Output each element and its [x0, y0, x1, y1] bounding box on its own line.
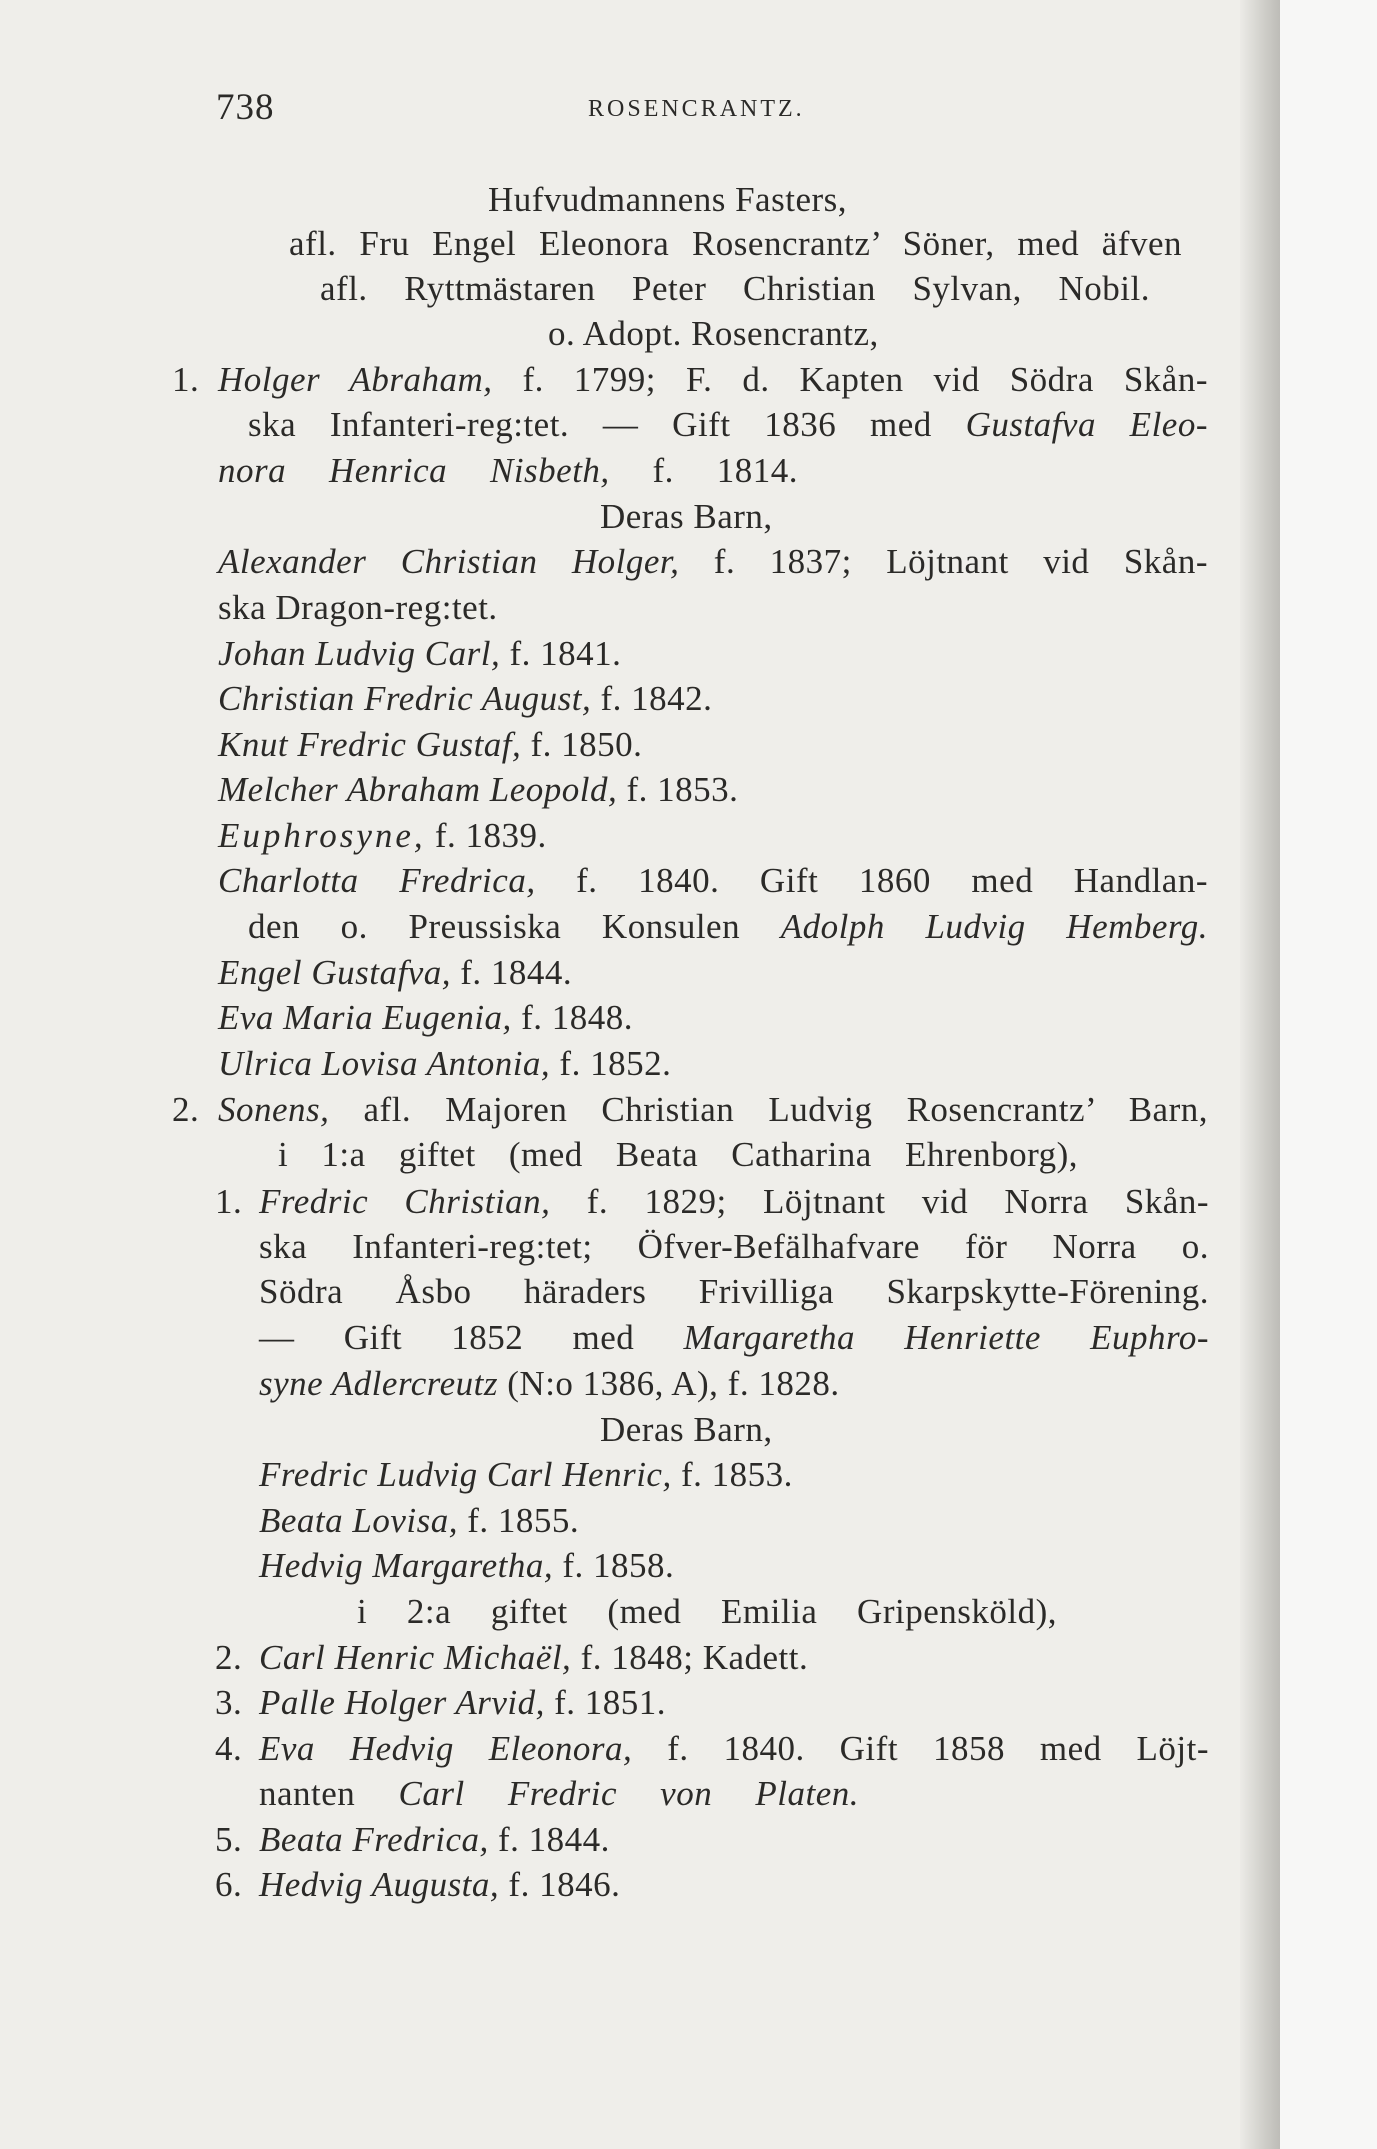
text-run: f. 1840. Gift 1858 med Löjt- — [632, 1729, 1209, 1768]
entry-number: 1. — [215, 1182, 243, 1221]
text-line — [218, 1042, 671, 1086]
text-run: f. 1839. — [425, 816, 547, 855]
text-line — [248, 905, 1208, 949]
text-run: f. 1841. — [500, 634, 622, 673]
text-run: f. 1851. — [544, 1683, 667, 1722]
running-title: ROSENCRANTZ. — [588, 96, 805, 122]
italic-name: Hedvig Augusta, — [259, 1865, 500, 1904]
text-line — [259, 1180, 1209, 1224]
text-line — [320, 267, 1150, 311]
text-run: (N:o 1386, A), f. 1828. — [498, 1364, 840, 1403]
text-line — [259, 1499, 579, 1543]
italic-name: Euphrosyne, — [218, 816, 426, 855]
text-line — [218, 586, 498, 630]
text-line — [218, 814, 547, 858]
text-line — [259, 1681, 666, 1725]
text-line — [218, 677, 712, 721]
italic-name: Carl Fredric von Platen. — [398, 1774, 859, 1813]
text-line — [259, 1362, 840, 1406]
text-run: f. 1850. — [521, 725, 643, 764]
text-run: ska Infanteri-reg:tet. — Gift 1836 med — [248, 405, 966, 444]
italic-name: Johan Ludvig Carl, — [218, 634, 501, 673]
text-line — [548, 312, 879, 356]
italic-name: Fredric Christian, — [259, 1182, 551, 1221]
entry-number: 1. — [172, 360, 200, 399]
italic-name: Eva Hedvig Eleonora, — [259, 1729, 633, 1768]
entry-number: 6. — [215, 1865, 243, 1904]
italic-name: Eva Maria Eugenia, — [218, 998, 512, 1037]
italic-name: Fredric Ludvig Carl Henric, — [259, 1455, 672, 1494]
text-line — [600, 495, 773, 539]
text-line — [259, 1636, 808, 1680]
entry-number: 5. — [215, 1820, 243, 1859]
text-run: i 1:a giftet (med Beata Catharina Ehrenborg), — [278, 1135, 1078, 1174]
text-line — [218, 449, 798, 493]
text-run: f. 1799; F. d. Kapten vid Södra Skån- — [492, 360, 1208, 399]
text-line — [218, 540, 1208, 584]
italic-name: Alexander Christian Holger, — [218, 542, 680, 581]
text-line — [259, 1544, 674, 1588]
text-line — [259, 1863, 620, 1907]
italic-name: Margaretha Henriette Euphro- — [683, 1318, 1209, 1357]
entry-number: 2. — [172, 1090, 200, 1129]
text-run: afl. Fru Engel Eleonora Rosencrantz’ Söner, med äfven — [289, 224, 1182, 263]
entry-number: 4. — [215, 1729, 243, 1768]
italic-name: Adolph Ludvig Hemberg. — [780, 907, 1208, 946]
text-run: Deras Barn, — [600, 1410, 773, 1449]
entry-number: 3. — [215, 1683, 243, 1722]
italic-name: Knut Fredric Gustaf, — [218, 725, 522, 764]
text-line — [218, 1088, 1208, 1132]
page-header — [216, 86, 1216, 126]
scan-margin — [1280, 0, 1377, 2149]
page-number: 738 — [216, 87, 275, 128]
text-line — [218, 859, 1208, 903]
text-line — [259, 1270, 1209, 1314]
text-line — [488, 178, 847, 222]
text-line — [259, 1225, 1209, 1269]
page-binding-edge — [1240, 0, 1280, 2149]
text-run: Deras Barn, — [600, 497, 773, 536]
text-line — [278, 1133, 1078, 1177]
text-line — [600, 1408, 773, 1452]
text-line — [259, 1453, 793, 1497]
italic-name: Charlotta Fredrica, — [218, 861, 536, 900]
italic-name: Ulrica Lovisa Antonia, — [218, 1044, 551, 1083]
text-run: afl. Majoren Christian Ludvig Rosencrantz’ Barn, — [329, 1090, 1208, 1129]
text-line — [259, 1727, 1209, 1771]
italic-name: Holger Abraham, — [218, 360, 493, 399]
text-run: — Gift 1852 med — [259, 1318, 684, 1357]
text-run: f. 1858. — [553, 1546, 675, 1585]
text-run: f. 1837; Löjtnant vid Skån- — [679, 542, 1208, 581]
text-run: ska Dragon-reg:tet. — [218, 588, 498, 627]
text-line — [289, 222, 1182, 266]
italic-name: Carl Henric Michaël, — [259, 1638, 572, 1677]
text-line — [218, 632, 621, 676]
italic-name: Gustafva Eleo- — [965, 405, 1208, 444]
text-run: f. 1842. — [591, 679, 713, 718]
text-run: f. 1848; Kadett. — [571, 1638, 809, 1677]
text-run: den o. Preussiska Konsulen — [248, 907, 781, 946]
text-run: f. 1853. — [617, 770, 739, 809]
text-run: nanten — [259, 1774, 399, 1813]
text-run: o. Adopt. Rosencrantz, — [548, 314, 879, 353]
text-run: f. 1829; Löjtnant vid Norra Skån- — [550, 1182, 1210, 1221]
text-line — [248, 403, 1208, 447]
text-run: Hufvudmannens Fasters, — [488, 180, 848, 219]
text-line — [218, 996, 633, 1040]
text-line — [218, 723, 642, 767]
text-line — [259, 1772, 859, 1816]
text-line — [218, 951, 572, 995]
italic-name: Engel Gustafva, — [218, 953, 452, 992]
text-run: afl. Ryttmästaren Peter Christian Sylvan, Nobil. — [320, 269, 1150, 308]
text-run: f. 1846. — [499, 1865, 621, 1904]
italic-name: Beata Lovisa, — [259, 1501, 458, 1540]
italic-name: nora Henrica Nisbeth, — [218, 451, 610, 490]
text-run: i 2:a giftet (med Emilia Gripensköld), — [357, 1592, 1057, 1631]
italic-name: Sonens, — [218, 1090, 330, 1129]
italic-name: syne Adlercreutz — [259, 1364, 499, 1403]
text-line — [259, 1818, 610, 1862]
text-run: f. 1848. — [511, 998, 633, 1037]
text-run: f. 1855. — [457, 1501, 580, 1540]
text-run: f. 1853. — [671, 1455, 793, 1494]
text-run: f. 1814. — [609, 451, 799, 490]
italic-name: Christian Fredric August, — [218, 679, 592, 718]
text-run: ska Infanteri-reg:tet; Öfver-Befälhafvare för Norra o. — [259, 1227, 1209, 1266]
entry-number: 2. — [215, 1638, 243, 1677]
text-run: f. 1840. Gift 1860 med Handlan- — [535, 861, 1208, 900]
italic-name: Palle Holger Arvid, — [259, 1683, 545, 1722]
italic-name: Beata Fredrica, — [259, 1820, 489, 1859]
text-run: f. 1852. — [550, 1044, 672, 1083]
text-line — [357, 1590, 1057, 1634]
text-run: f. 1844. — [451, 953, 573, 992]
italic-name: Hedvig Margaretha, — [259, 1546, 554, 1585]
text-line — [218, 768, 738, 812]
text-run: Södra Åsbo häraders Frivilliga Skarpskytte-Förening. — [259, 1272, 1209, 1311]
text-line — [218, 358, 1208, 402]
italic-name: Melcher Abraham Leopold, — [218, 770, 618, 809]
text-run: f. 1844. — [488, 1820, 610, 1859]
text-line — [259, 1316, 1209, 1360]
